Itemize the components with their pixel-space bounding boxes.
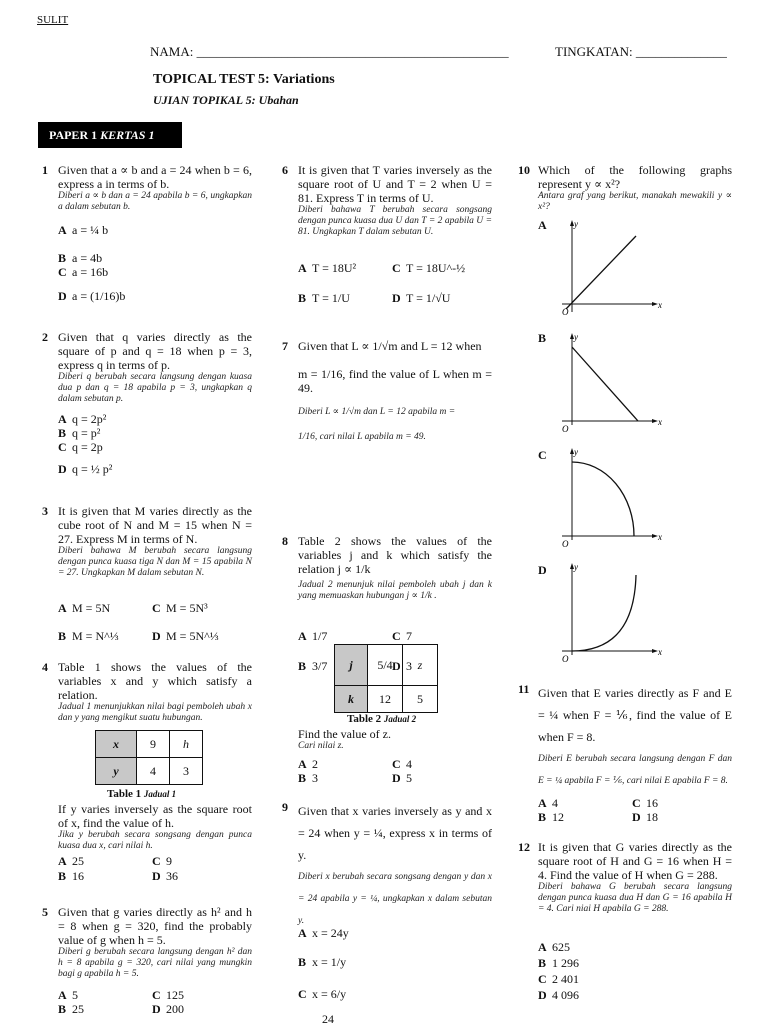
question-text (58, 660, 252, 724)
option-c[interactable]: C a = 16b (58, 265, 109, 279)
option-b[interactable]: B 16 (58, 869, 84, 883)
question-text (298, 800, 492, 932)
question-stem: Given that E varies directly as F and E = ¼ when F = ⅙, find the value of E when F = 8. (538, 686, 732, 744)
option-b[interactable]: B q = p² (58, 426, 101, 440)
question-stem: Table 1 shows the values of the variables x and y which satisfy a relation. (58, 660, 252, 702)
option-c[interactable]: C T = 18U^-½ (392, 261, 466, 275)
question-number: 3 (42, 504, 48, 518)
option-text: 25 (72, 854, 84, 868)
option-text: 7 (406, 629, 412, 643)
option-a[interactable]: A a = ¼ b (58, 223, 109, 237)
option-d[interactable]: D 5 (392, 771, 412, 785)
y-label: y (574, 220, 578, 229)
table-cell: 5/4 (368, 645, 403, 686)
option-letter: C (538, 448, 547, 462)
option-d[interactable]: D 3 (392, 659, 412, 673)
question-stem-ms: Diberi L ∝ 1/√m dan L = 12 apabila m = (298, 407, 456, 417)
question-stem: Given that a ∝ b and a = 24 when b = 6, express a in terms of b. (58, 163, 252, 191)
option-text: M = N^⅓ (72, 629, 119, 643)
option-text: 4 096 (552, 988, 579, 1002)
option-text: 200 (166, 1002, 184, 1016)
name-field-label: NAMA: ________________________________________________ (150, 44, 509, 59)
option-a[interactable]: A T = 18U² (298, 261, 357, 275)
question-stem: It is given that T varies inversely as the square root of U and T = 2 when U = 81. Express T in terms of U. (298, 163, 492, 205)
option-text: q = p² (72, 426, 101, 440)
question-text (298, 163, 492, 238)
question-number: 7 (282, 339, 288, 353)
option-letter: B (538, 331, 547, 345)
option-c[interactable]: C M = 5N³ (152, 601, 208, 615)
question-stem-ms: Jadual 2 menunjuk nilai pemboleh ubah j dan k yang memuaskan hubungan j ∝ 1/k . (298, 580, 492, 601)
option-c[interactable]: C 2 401 (538, 972, 579, 986)
option-d[interactable]: D 18 (632, 810, 658, 824)
option-text: 4 (406, 757, 412, 771)
option-b[interactable]: B x = 1/y (298, 955, 347, 969)
question-stem: Which of the following graphs represent y ∝ x²? (538, 163, 732, 191)
option-c[interactable]: C 16 (632, 796, 658, 810)
option-text: a = (1/16)b (72, 289, 126, 303)
option-b[interactable]: B 3/7 (298, 659, 328, 673)
table-header-k: k (335, 686, 368, 713)
option-text: x = 24y (312, 926, 349, 940)
option-b[interactable]: B 1 296 (538, 956, 579, 970)
caption-en: Table 2 (347, 713, 382, 725)
graph-option-b[interactable] (538, 331, 552, 345)
question-text (298, 534, 492, 602)
test-subtitle: UJIAN TOPIKAL 5: Ubahan (153, 93, 299, 107)
option-d[interactable]: D M = 5N^⅓ (152, 629, 219, 643)
option-d[interactable]: D 36 (152, 869, 178, 883)
question-text (538, 840, 732, 915)
option-b[interactable]: B T = 1/U (298, 291, 350, 305)
y-label: y (574, 563, 578, 572)
question-number: 5 (42, 905, 48, 919)
question-stem-ms: Jadual 1 menunjukkan nilai bagi pemboleh ubah x dan y yang mengikut suatu hubungan. (58, 702, 252, 723)
question-text (58, 504, 252, 579)
table-header-y: y (96, 758, 137, 785)
y-label: y (574, 448, 578, 457)
graph-a-linear (556, 220, 666, 320)
option-a[interactable]: A 4 (538, 796, 558, 810)
question-number: 11 (518, 682, 530, 696)
table-2-caption (347, 712, 416, 726)
option-b[interactable]: B 12 (538, 810, 564, 824)
option-b[interactable]: B 3 (298, 771, 318, 785)
table-1 (95, 730, 203, 785)
option-text: T = 1/U (312, 291, 350, 305)
classification-label: SULIT (37, 14, 69, 26)
paper-banner (38, 122, 182, 148)
curve (566, 236, 636, 309)
table-cell: z (403, 645, 438, 686)
option-text: 25 (72, 1002, 84, 1016)
question-stem-ms: Diberi g berubah secara langsung dengan h² dan h = 8 apabila g = 320, cari nilai yang mungkin bagi g apabila h = 5. (58, 947, 252, 979)
option-a[interactable]: A q = 2p² (58, 412, 107, 426)
option-text: M = 5N³ (166, 601, 208, 615)
option-text: T = 18U² (312, 261, 357, 275)
option-a[interactable]: A 625 (538, 940, 570, 954)
question-number: 9 (282, 800, 288, 814)
question-stem-ms: Diberi x berubah secara songsang dengan y dan x = 24 apabila y = ¼, ungkapkan x dalam sebutan y. (298, 872, 492, 926)
table-cell: 5 (403, 686, 438, 713)
option-text: 1 296 (552, 956, 579, 970)
option-letter: D (538, 563, 547, 577)
question-number: 8 (282, 534, 288, 548)
option-c[interactable]: C 9 (152, 854, 172, 868)
question-number: 2 (42, 330, 48, 344)
question-text-2 (298, 727, 492, 752)
question-stem: Find the value of z. (298, 727, 391, 741)
question-number: 1 (42, 163, 48, 177)
option-c[interactable]: C 125 (152, 988, 184, 1002)
question-text (538, 682, 732, 792)
option-text: 125 (166, 988, 184, 1002)
option-a[interactable]: A 5 (58, 988, 78, 1002)
option-c[interactable]: C 7 (392, 629, 412, 643)
caption-ms: Jadual 1 (143, 789, 177, 799)
table-header-x: x (96, 731, 137, 758)
option-text: a = 16b (72, 265, 109, 279)
option-d[interactable]: D q = ½ p² (58, 462, 113, 476)
question-stem: It is given that G varies directly as the square root of H and G = 16 when H = 4. Find the value of H when G = 288. (538, 840, 732, 882)
option-text: q = 2p (72, 440, 103, 454)
origin-label: O (562, 539, 569, 548)
option-a[interactable]: A 2 (298, 757, 318, 771)
curve (572, 347, 638, 421)
form-field-label: TINGKATAN: ______________ (555, 44, 727, 59)
x-label: x (658, 647, 662, 657)
option-text: 3/7 (312, 659, 328, 673)
question-stem: Table 2 shows the values of the variables j and k which satisfy the relation j ∝ 1/k (298, 534, 492, 576)
question-stem-ms: Antara graf yang berikut, manakah mewakili y ∝ x²? (538, 191, 732, 212)
option-text: 4 (552, 796, 558, 810)
question-text (538, 163, 732, 213)
table-cell: 3 (170, 758, 203, 785)
option-c[interactable]: C x = 6/y (298, 987, 347, 1001)
option-text: a = ¼ b (72, 223, 109, 237)
question-stem: Given that L ∝ 1/√m and L = 12 when (298, 339, 482, 353)
table-cell: h (170, 731, 203, 758)
question-text (58, 330, 252, 405)
question-stem-ms: Diberi bahawa T berubah secara songsang dengan punca kuasa dua U dan T = 2 apabila U = 81. Ungkapkan T dalam sebutan U. (298, 205, 492, 237)
question-stem-ms: Diberi E berubah secara langsung dengan F dan E = ¼ apabila F = ⅙, cari nilai E apabila F = 8. (538, 754, 732, 786)
column-1 (42, 163, 252, 1023)
option-a[interactable]: A 25 (58, 854, 84, 868)
option-text: M = 5N (72, 601, 111, 615)
option-text: 9 (166, 854, 172, 868)
option-text: 18 (646, 810, 658, 824)
option-text: a = 4b (72, 251, 103, 265)
option-text: 5 (406, 771, 412, 785)
option-text: 5 (72, 988, 78, 1002)
question-stem: It is given that M varies directly as the cube root of N and M = 15 when N = 27. Express M in terms of N. (58, 504, 252, 546)
option-text: 625 (552, 940, 570, 954)
question-stem-ms: Diberi bahawa M berubah secara langsung dengan punca kuasa tiga N dan M = 15 apabila N = 27. Ungkapkan M dalam sebutan N. (58, 546, 252, 578)
question-stem: Given that q varies directly as the square of p and q = 18 when p = 3, express q in terms of p. (58, 330, 252, 372)
option-text: 3 (312, 771, 318, 785)
x-label: x (658, 417, 662, 427)
option-b[interactable]: B M = N^⅓ (58, 629, 119, 643)
table-2 (334, 644, 438, 713)
question-text (298, 339, 492, 443)
question-number: 4 (42, 660, 48, 674)
test-title: TOPICAL TEST 5: Variations (153, 72, 335, 87)
option-text: 3 (406, 659, 412, 673)
option-letter: A (538, 218, 547, 232)
question-text (58, 905, 252, 980)
caption-en: Table 1 (107, 788, 142, 800)
option-text: x = 1/y (312, 955, 347, 969)
question-stem: If y varies inversely as the square root of x, find the value of h. (58, 802, 252, 830)
option-text: M = 5N^⅓ (166, 629, 219, 643)
table-header-j: j (335, 645, 368, 686)
graph-option-d[interactable] (538, 563, 552, 577)
question-number: 6 (282, 163, 288, 177)
question-number: 10 (518, 163, 530, 177)
table-cell: 4 (137, 758, 170, 785)
option-text: q = 2p² (72, 412, 107, 426)
column-3 (518, 163, 732, 1023)
option-text: 2 (312, 757, 318, 771)
option-text: 2 401 (552, 972, 579, 986)
origin-label: O (562, 424, 569, 433)
option-b[interactable]: B 25 (58, 1002, 84, 1016)
option-text: q = ½ p² (72, 462, 113, 476)
x-label: x (658, 300, 662, 310)
x-label: x (658, 532, 662, 542)
option-a[interactable]: A 1/7 (298, 629, 328, 643)
origin-label: O (562, 307, 569, 317)
question-stem: Given that x varies inversely as y and x = 24 when y = ¼, express x in terms of y. (298, 804, 492, 862)
question-stem-ms: Jika y berubah secara songsang dengan punca kuasa dua x, cari nilai h. (58, 830, 252, 851)
question-stem-2: m = 1/16, find the value of L when m = 49. (298, 367, 492, 395)
question-text (58, 163, 252, 213)
option-text: 16 (72, 869, 84, 883)
option-d[interactable]: D a = (1/16)b (58, 289, 126, 303)
option-b[interactable]: B a = 4b (58, 251, 103, 265)
table-cell: 12 (368, 686, 403, 713)
option-text: x = 6/y (312, 987, 347, 1001)
question-stem: Given that g varies directly as h² and h = 8 when g = 320, find the probably value of g when h = 5. (58, 905, 252, 947)
option-text: T = 18U^-½ (406, 261, 466, 275)
question-stem-ms: Diberi a ∝ b dan a = 24 apabila b = 6, ungkapkan a dalam sebutan b. (58, 191, 252, 212)
table-cell: 9 (137, 731, 170, 758)
option-text: 24 (322, 1012, 334, 1026)
option-c[interactable]: C q = 2p (58, 440, 103, 454)
option-a[interactable]: A M = 5N (58, 601, 111, 615)
curve (572, 575, 636, 651)
table-1-caption (107, 787, 176, 801)
caption-ms: Jadual 2 (383, 714, 417, 724)
option-d[interactable]: D T = 1/√U (392, 291, 451, 305)
option-text: 1/7 (312, 629, 328, 643)
question-stem-ms: Diberi q berubah secara langsung dengan kuasa dua p dan q = 18 apabila p = 3, ungkapkan q dalam sebutan p. (58, 372, 252, 404)
graph-option-a[interactable] (538, 218, 552, 232)
question-number: 12 (518, 840, 530, 854)
option-text: 12 (552, 810, 564, 824)
graph-c-quarter-circle (556, 448, 666, 548)
curve (572, 462, 634, 536)
option-text: 16 (646, 796, 658, 810)
option-d[interactable]: D 200 (152, 1002, 184, 1016)
question-stem-ms: Cari nilai z. (298, 741, 344, 751)
question-stem-ms: Diberi bahawa G berubah secara langsung dengan punca kuasa dua H dan G = 16 apabila H = 4. Cari niai H apabila G = 288. (538, 882, 732, 914)
y-label: y (574, 333, 578, 342)
origin-label: O (562, 654, 569, 663)
column-2 (282, 163, 492, 1026)
option-d[interactable]: D 4 096 (538, 988, 579, 1002)
option-c[interactable]: C 4 (392, 757, 412, 771)
graph-d-quadratic (556, 563, 666, 663)
graph-b-negative-linear (556, 333, 666, 433)
question-stem-ms-2: 1/16, cari nilai L apabila m = 49. (298, 432, 426, 442)
paper-label: PAPER 1 (49, 128, 98, 142)
graph-option-c[interactable] (538, 448, 552, 462)
option-text: 36 (166, 869, 178, 883)
question-text-2 (58, 802, 252, 852)
option-a[interactable]: A x = 24y (298, 926, 349, 940)
option-text: T = 1/√U (406, 291, 451, 305)
paper-label-ms: KERTAS 1 (100, 128, 155, 142)
